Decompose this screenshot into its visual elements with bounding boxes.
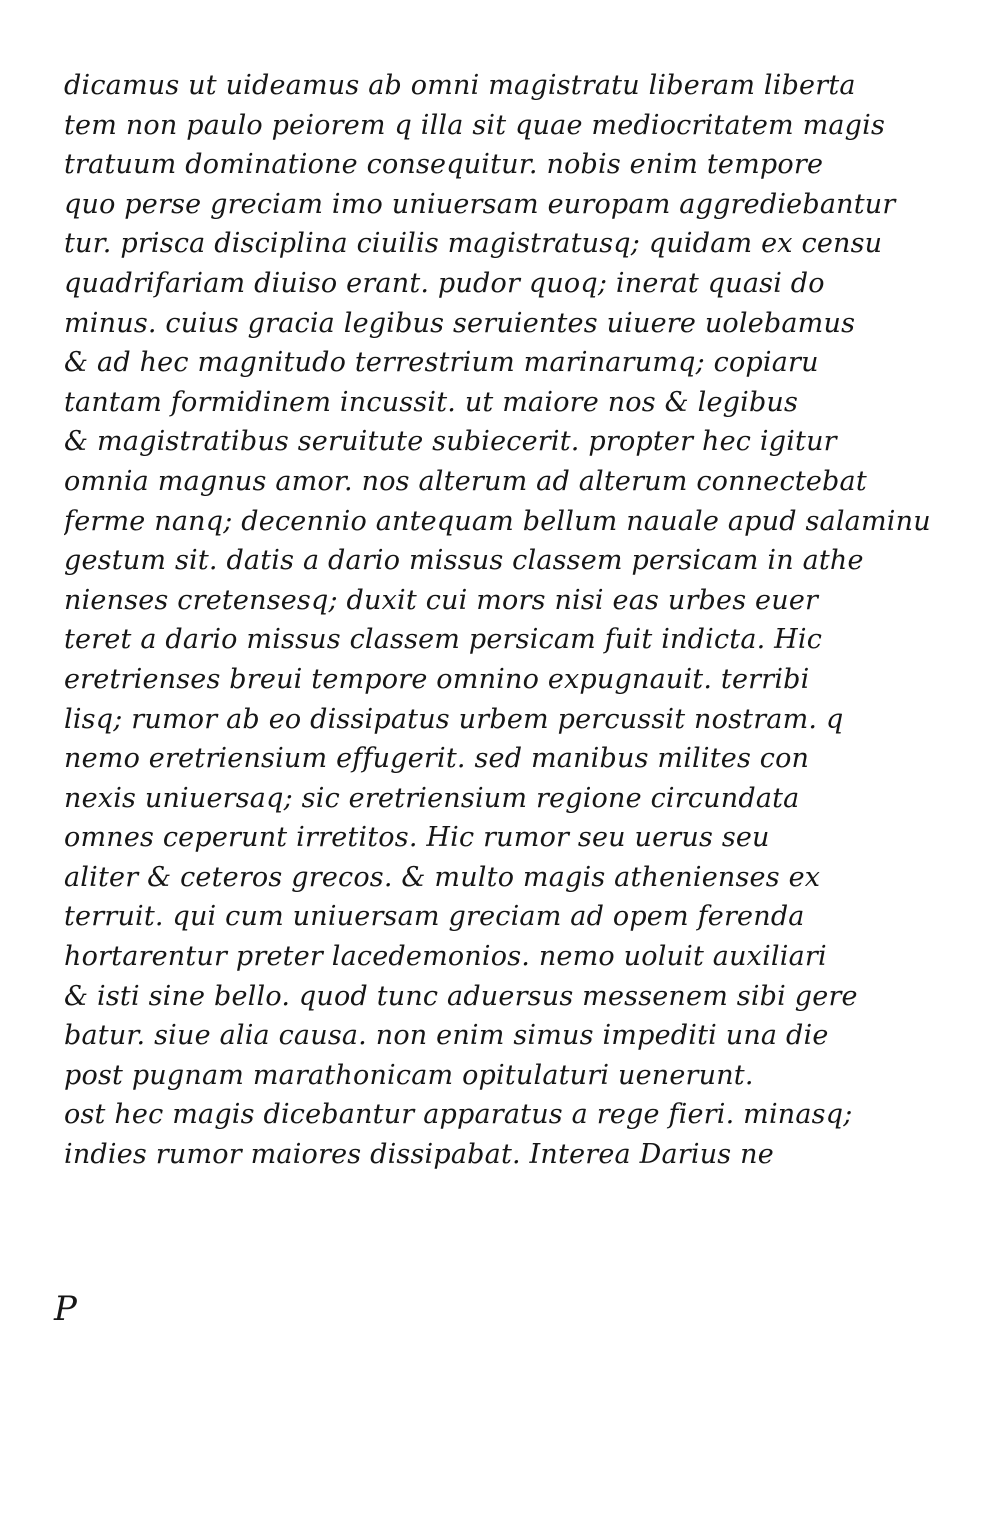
text-line: nienses cretensesq; duxit cui mors nisi eas urbes euer bbox=[64, 584, 819, 616]
text-line: dicamus ut uideamus ab omni magistratu liberam liberta bbox=[64, 70, 856, 101]
text-line: & magistratibus seruitute subiecerit. propter hec igitur bbox=[64, 426, 837, 458]
text-line: ferme nanq; decennio antequam bellum nauale apud salaminu bbox=[64, 505, 931, 537]
text-line: minus. cuius gracia legibus seruientes uiuere uolebamus bbox=[64, 307, 856, 339]
text-line: & isti sine bello. quod tunc aduersus messenem sibi gere bbox=[64, 980, 858, 1012]
text-line: ost hec magis dicebantur apparatus a rege fieri. minasq; bbox=[64, 1099, 853, 1131]
text-line: omnia magnus amor. nos alterum ad alterum connectebat bbox=[64, 465, 867, 497]
text-line: nexis uniuersaq; sic eretriensium regione circundata bbox=[64, 782, 800, 814]
manuscript-text bbox=[64, 66, 944, 1175]
text-line: lisq; rumor ab eo dissipatus urbem percussit nostram. q bbox=[64, 703, 844, 735]
text-line: gestum sit. datis a dario missus classem persicam in athe bbox=[64, 545, 864, 577]
text-line: hortarentur preter lacedemonios. nemo uoluit auxiliari bbox=[64, 941, 827, 973]
text-line: tem non paulo peiorem q illa sit quae mediocritatem magis bbox=[64, 109, 886, 141]
initial-letter: P bbox=[54, 1289, 77, 1329]
text-line: batur. siue alia causa. non enim simus impediti una die bbox=[64, 1020, 829, 1052]
text-line: teret a dario missus classem persicam fuit indicta. Hic bbox=[64, 624, 823, 656]
text-line: omnes ceperunt irretitos. Hic rumor seu uerus seu bbox=[64, 822, 770, 854]
text-line: terruit. qui cum uniuersam greciam ad opem ferenda bbox=[64, 901, 805, 933]
text-line: indies rumor maiores dissipabat. Interea Darius ne bbox=[64, 1139, 774, 1171]
text-line: eretrienses breui tempore omnino expugnauit. terribi bbox=[64, 663, 810, 695]
text-line: post pugnam marathonicam opitulaturi uenerunt. bbox=[64, 1059, 754, 1091]
text-line: quadrifariam diuiso erant. pudor quoq; inerat quasi do bbox=[64, 267, 825, 299]
text-line: nemo eretriensium effugerit. sed manibus milites con bbox=[64, 743, 810, 775]
text-line: aliter & ceteros grecos. & multo magis athenienses ex bbox=[64, 861, 821, 893]
text-line: tratuum dominatione consequitur. nobis enim tempore bbox=[64, 149, 824, 181]
text-line: tur. prisca disciplina ciuilis magistratusq; quidam ex censu bbox=[64, 228, 883, 260]
text-line: & ad hec magnitudo terrestrium marinarumq; copiaru bbox=[64, 347, 819, 379]
text-line: tantam formidinem incussit. ut maiore nos & legibus bbox=[64, 386, 799, 418]
text-line: quo perse greciam imo uniuersam europam aggrediebantur bbox=[64, 188, 896, 220]
